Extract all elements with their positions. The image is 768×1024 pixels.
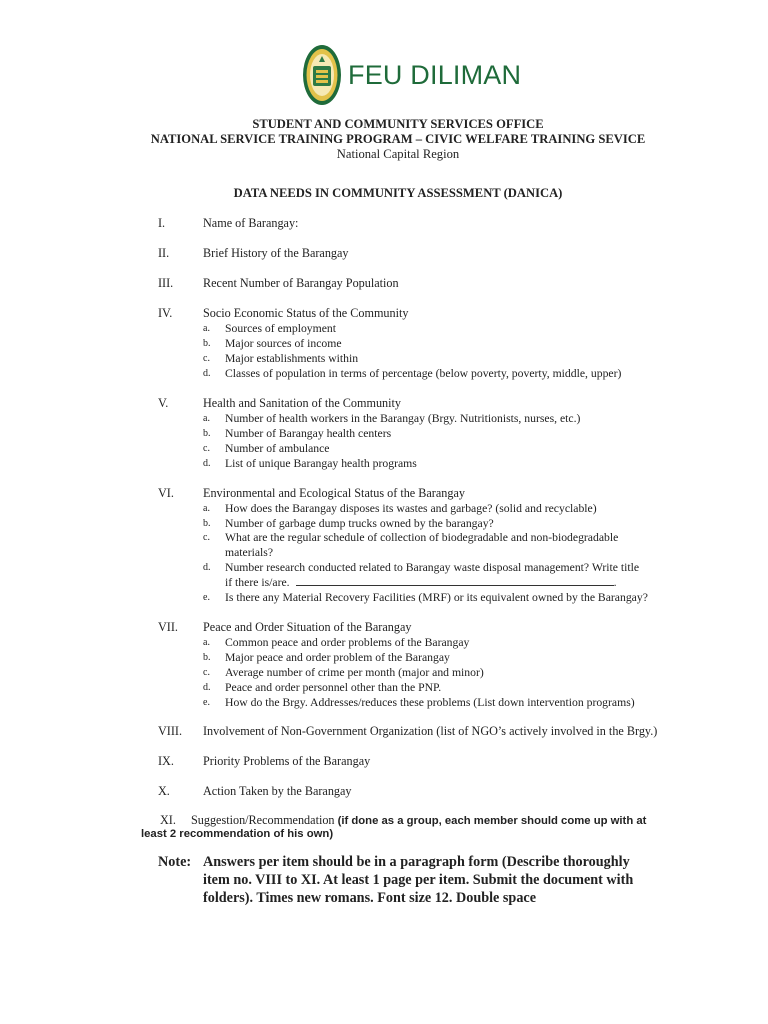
item-text: Sources of employment <box>225 322 337 335</box>
section-number: IX. <box>158 754 174 768</box>
item-text: Peace and order personnel other than the PNP. <box>225 681 442 694</box>
section-label: Brief History of the Barangay <box>203 246 349 260</box>
item-text: What are the regular schedule of collection of biodegradable and non-biodegradable <box>225 531 619 544</box>
item-text: Classes of population in terms of percentage (below poverty, poverty, middle, upper) <box>225 367 622 380</box>
item-text: Number research conducted related to Barangay waste disposal management? Write title <box>225 561 640 574</box>
item-letter: d. <box>203 458 211 469</box>
item-text: Major peace and order problem of the Barangay <box>225 651 450 664</box>
note-line: folders). Times new romans. Font size 12. Double space <box>203 890 537 906</box>
section-label: Environmental and Ecological Status of the Barangay <box>203 486 465 500</box>
feu-diliman-logo <box>302 44 521 106</box>
item-letter: a. <box>203 323 210 334</box>
section-number: X. <box>158 784 170 798</box>
section-number: VIII. <box>158 724 183 738</box>
item-letter: b. <box>203 652 211 663</box>
section-label: Health and Sanitation of the Community <box>203 396 402 410</box>
section-label: Involvement of Non-Government Organization (list of NGO’s actively involved in the Brgy.) <box>203 724 658 738</box>
logo-wordmark: FEU DILIMAN <box>348 59 522 90</box>
item-text: Number of ambulance <box>225 442 330 455</box>
item-letter: c. <box>203 443 210 454</box>
item-letter: b. <box>203 428 211 439</box>
item-text: materials? <box>225 546 274 559</box>
section-label: Recent Number of Barangay Population <box>203 276 399 290</box>
item-letter: c. <box>203 532 210 543</box>
section-label: Action Taken by the Barangay <box>203 784 352 798</box>
item-text: if there is/are. <box>225 576 290 589</box>
item-letter: c. <box>203 353 210 364</box>
section-number: III. <box>158 276 174 290</box>
section-label: Peace and Order Situation of the Barangay <box>203 620 412 634</box>
item-letter: d. <box>203 368 211 379</box>
item-text: Major sources of income <box>225 337 342 350</box>
item-text: How do the Brgy. Addresses/reduces these problems (List down intervention programs) <box>225 696 635 709</box>
feu-seal-icon <box>302 44 342 106</box>
section-label: Name of Barangay: <box>203 216 299 230</box>
section-label: Suggestion/Recommendation <box>191 813 335 827</box>
item-text: Number of Barangay health centers <box>225 427 392 440</box>
document-title: DATA NEEDS IN COMMUNITY ASSESSMENT (DANICA) <box>233 186 563 200</box>
item-text: How does the Barangay disposes its wastes and garbage? (solid and recyclable) <box>225 502 597 515</box>
section-number: VII. <box>158 620 178 634</box>
item-text-end: . <box>613 576 617 589</box>
item-text: Major establishments within <box>225 352 359 365</box>
item-letter: a. <box>203 413 210 424</box>
section-label: Socio Economic Status of the Community <box>203 306 409 320</box>
section-number: XI. <box>160 813 176 827</box>
item-text: Number of health workers in the Barangay (Brgy. Nutritionists, nurses, etc.) <box>225 412 581 425</box>
section-label: Priority Problems of the Barangay <box>203 754 371 768</box>
note-label: Note: <box>158 854 192 870</box>
item-text: Is there any Material Recovery Facilities (MRF) or its equivalent owned by the Barangay? <box>225 591 648 604</box>
item-text: Average number of crime per month (major and minor) <box>225 666 484 679</box>
item-text: Common peace and order problems of the Barangay <box>225 636 470 649</box>
office-name: STUDENT AND COMMUNITY SERVICES OFFICE <box>252 117 544 131</box>
region-name: National Capital Region <box>336 147 460 161</box>
item-letter: a. <box>203 637 210 648</box>
program-name: NATIONAL SERVICE TRAINING PROGRAM – CIVIC WELFARE TRAINING SEVICE <box>150 132 646 146</box>
item-letter: b. <box>203 518 211 529</box>
item-letter: d. <box>203 562 211 573</box>
section-number: IV. <box>158 306 173 320</box>
item-text: Number of garbage dump trucks owned by the barangay? <box>225 517 494 530</box>
item-letter: c. <box>203 667 210 678</box>
item-letter: a. <box>203 503 210 514</box>
item-letter: e. <box>203 592 210 603</box>
title-blank-line <box>296 575 614 586</box>
item-text: List of unique Barangay health programs <box>225 457 417 470</box>
section-number: I. <box>158 216 166 230</box>
section-number: II. <box>158 246 170 260</box>
section-number: V. <box>158 396 169 410</box>
item-letter: b. <box>203 338 211 349</box>
section-label-note: (if done as a group, each member should come up with at <box>337 815 647 827</box>
section-label-note: least 2 recommendation of his own) <box>141 828 334 840</box>
item-letter: e. <box>203 697 210 708</box>
note-line: item no. VIII to XI. At least 1 page per item. Submit the document with <box>203 872 634 888</box>
item-letter: d. <box>203 682 211 693</box>
note-line: Answers per item should be in a paragraph form (Describe thoroughly <box>203 854 630 870</box>
section-number: VI. <box>158 486 174 500</box>
